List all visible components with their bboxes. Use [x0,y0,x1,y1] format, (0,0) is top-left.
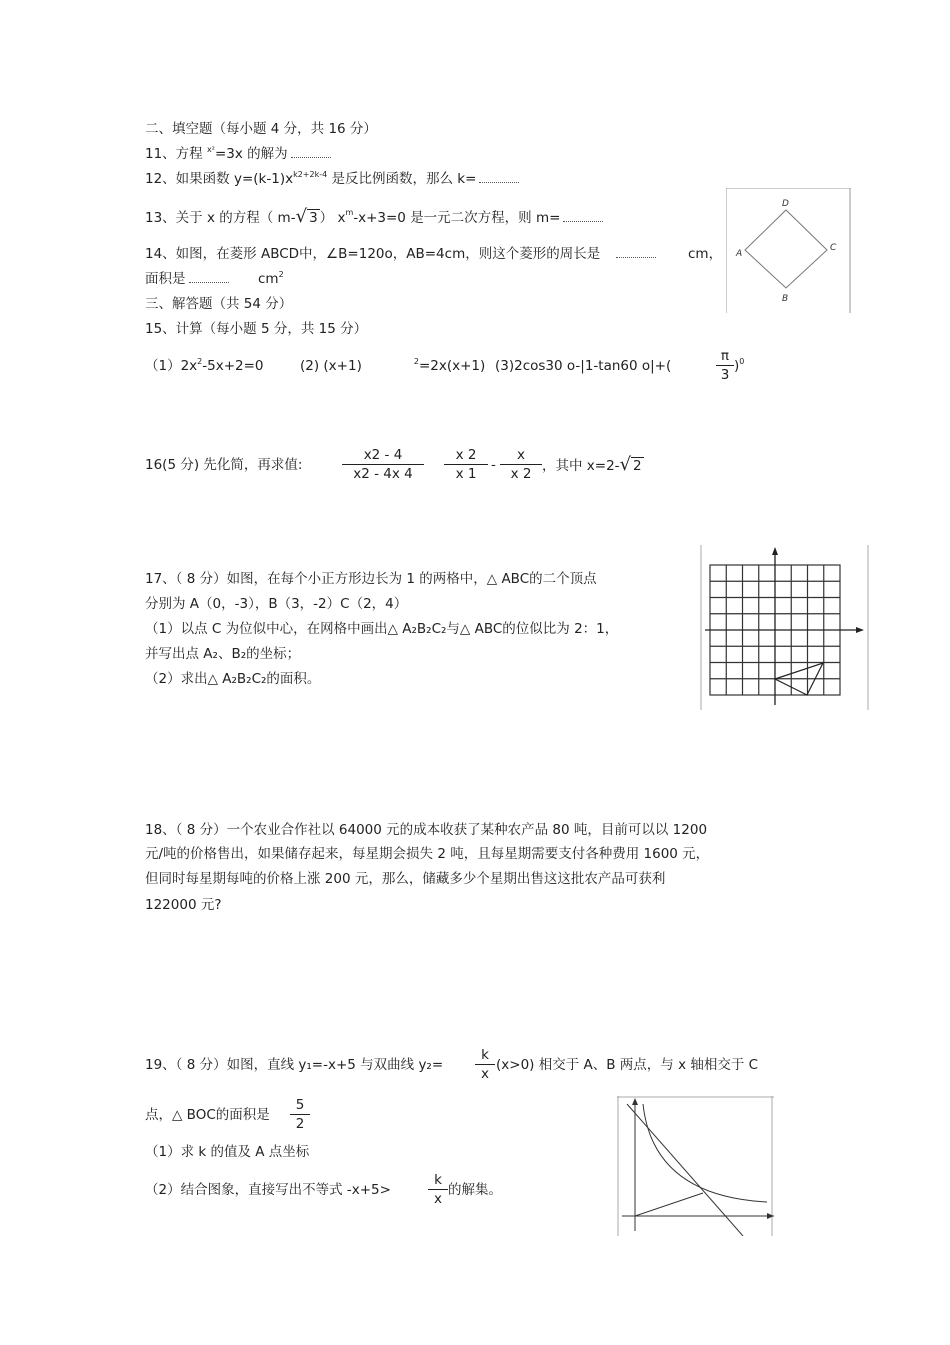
rhombus-label-a: A [736,249,743,259]
question-13: 13、关于 x 的方程（ m-√ 3 ） $x^m-x+3=0$ 是一元二次方程，则 m= [145,208,603,227]
question-17-line1: 17、（ 8 分）如图，在每个小正方形边长为 1 的两格中，△ ABC的二个顶点 [145,571,597,587]
question-16-label: 16(5 分) 先化简，再求值: [145,457,303,473]
q16-fraction-3: $\frac{x}{x 2}$ [500,446,542,483]
q16-minus: - [491,457,496,473]
question-14-line2: 面积是 [145,270,229,288]
question-15-part3: (3)2cos30 o-|1-tan60 o|+( [495,358,672,374]
question-18-line2: 元/吨的价格售出，如果储存起来，每星期会损失 2 吨，且每星期需要支付各种费用 1600 元， [145,846,710,862]
rhombus-label-c: C [830,243,837,253]
question-15-part3-close: )$^0$ [734,357,745,374]
q19-inequality-fraction: $\frac{k}{x}$ [428,1171,448,1208]
question-14-line1: 14、如图，在菱形 ABCD中，∠B=120o，AB=4cm，则这个菱形的周长是 [145,245,656,263]
q19-k-over-x-fraction: $\frac{k}{x}$ [475,1046,495,1083]
rhombus-figure [726,188,851,313]
question-18-line1: 18、（ 8 分）一个农业合作社以 64000 元的成本收获了某种农产品 80 吨，目前可以以 1200 [145,822,708,838]
q16-fraction-2: $\frac{x 2}{x 1}$ [444,446,488,483]
question-12: 12、如果函数 $y=(k-1)x^{k2+2k-4}$ 是反比例函数，那么 k= [145,170,519,188]
question-19-line4b: 的解集。 [448,1182,502,1198]
pi-over-3-fraction: $\frac{\pi}{3}$ [716,347,734,384]
q16-condition: ，其中 x=2-√ 2 [542,454,642,475]
question-17-line5: （2）求出△ A₂B₂C₂的面积。 [145,671,321,687]
question-14-unit2: $cm^2$ [258,270,284,287]
question-11: 11、方程 $^{x^2}$=3x 的解为 [145,145,331,163]
question-19-line1a: 19、（ 8 分）如图，直线 y₁=-x+5 与双曲线 y₂= [145,1057,444,1073]
hyperbola-figure [617,1096,774,1236]
rhombus-label-d: D [782,199,789,209]
section2-heading: 二、填空题（每小题 4 分，共 16 分） [145,121,377,137]
grid-figure [700,545,870,710]
question-17-line4: 并写出点 A₂、B₂的坐标； [145,646,301,662]
question-15-part2: (2) (x+1) $^2$=2x(x+1) [300,357,486,374]
question-14-unit1: cm， [688,246,723,262]
rhombus-label-b: B [782,294,789,304]
question-15-title: 15、计算（每小题 5 分，共 15 分） [145,321,368,337]
question-19-line2: 点，△ BOC的面积是 [145,1107,270,1123]
question-18-line4: 122000 元? [145,897,222,913]
q19-five-halves-fraction: $\frac{5}{2}$ [290,1096,310,1133]
question-19-line3: （1）求 k 的值及 A 点坐标 [145,1144,310,1160]
question-17-line3: （1）以点 C 为位似中心，在网格中画出△ A₂B₂C₂与△ ABC的位似比为 2：1， [145,621,619,637]
q16-fraction-1: $\frac{x2 - 4}{x2 - 4x 4}$ [342,446,424,483]
question-18-line3: 但同时每星期每吨的价格上涨 200 元，那么，储藏多少个星期出售这这批农产品可获利 [145,871,666,887]
question-19-line4a: （2）结合图象，直接写出不等式 -x+5> [145,1182,391,1198]
question-15-part1: $(1)2x^2-5x+2=0$ [145,357,264,374]
section3-heading: 三、解答题（共 54 分） [145,296,293,312]
question-19-line1b: (x>0) 相交于 A、B 两点，与 x 轴相交于 C [496,1057,759,1073]
question-17-line2: 分别为 A（0，-3），B（3，-2）C（2，4） [145,596,408,612]
